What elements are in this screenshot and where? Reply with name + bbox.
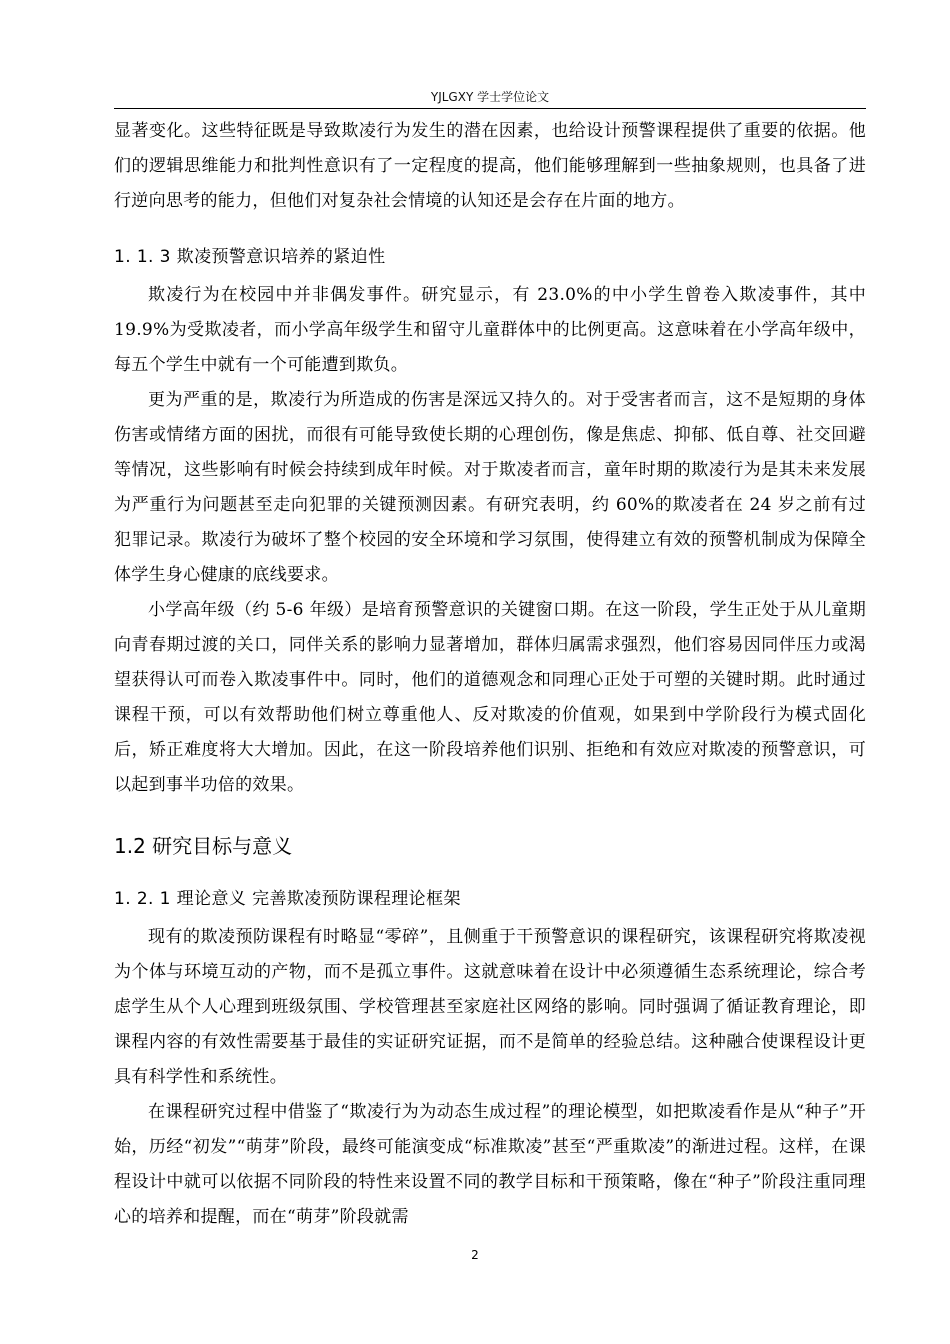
paragraph-bullying-frequency: 欺凌行为在校园中并非偶发事件。研究显示，有 23.0%的中小学生曾卷入欺凌事件，其中 19.9%为受欺凌者，而小学高年级学生和留守儿童群体中的比例更高。这意味着在小学高年级中，每五个学生中就有一个可能遭到欺负。	[114, 285, 866, 375]
paragraph-bullying-harm: 更为严重的是，欺凌行为所造成的伤害是深远又持久的。对于受害者而言，这不是短期的身体伤害或情绪方面的困扰，而很有可能导致使长期的心理创伤，像是焦虑、抑郁、低自尊、社交回避等情况，这些影响有时候会持续到成年时候。对于欺凌者而言，童年时期的欺凌行为是其未来发展为严重行为问题甚至走向犯罪的关键预测因素。有研究表明，约 60%的欺凌者在 24 岁之前有过犯罪记录。欺凌行为破坏了整个校园的安全环境和学习氛围，使得建立有效的预警机制成为保障全体学生身心健康的底线要求。	[114, 390, 866, 585]
running-header: YJLGXY 学士学位论文	[430, 90, 550, 104]
page-number: 2	[471, 1248, 479, 1262]
section-heading-1-1-3: 1. 1. 3 欺凌预警意识培养的紧迫性	[114, 247, 386, 267]
section-heading-1-2-1: 1. 2. 1 理论意义 完善欺凌预防课程理论框架	[114, 889, 461, 909]
section-heading-1-2: 1.2 研究目标与意义	[114, 834, 293, 858]
paragraph-continued: 显著变化。这些特征既是导致欺凌行为发生的潜在因素，也给设计预警课程提供了重要的依据。他们的逻辑思维能力和批判性意识有了一定程度的提高，他们能够理解到一些抽象规则，也具备了进行逆向思考的能力，但他们对复杂社会情境的认知还是会存在片面的地方。	[114, 121, 866, 211]
header-divider	[114, 108, 866, 109]
paragraph-theory-framework: 现有的欺凌预防课程有时略显“零碎”，且侧重于干预警意识的课程研究，该课程研究将欺凌视为个体与环境互动的产物，而不是孤立事件。这就意味着在设计中必须遵循生态系统理论，综合考虑学生从个人心理到班级氛围、学校管理甚至家庭社区网络的影响。同时强调了循证教育理论，即课程内容的有效性需要基于最佳的实证研究证据，而不是简单的经验总结。这种融合使课程设计更具有科学性和系统性。	[114, 927, 866, 1087]
paragraph-dynamic-model: 在课程研究过程中借鉴了“欺凌行为为动态生成过程”的理论模型，如把欺凌看作是从“种子”开始，历经“初发”“萌芽”阶段，最终可能演变成“标准欺凌”甚至“严重欺凌”的渐进过程。这样，在课程设计中就可以依据不同阶段的特性来设置不同的教学目标和干预策略，像在“种子”阶段注重同理心的培养和提醒，而在“萌芽”阶段就需	[114, 1102, 866, 1227]
page-body	[114, 114, 866, 1235]
paragraph-critical-window: 小学高年级（约 5-6 年级）是培育预警意识的关键窗口期。在这一阶段，学生正处于从儿童期向青春期过渡的关口，同伴关系的影响力显著增加，群体归属需求强烈，他们容易因同伴压力或渴望获得认可而卷入欺凌事件中。同时，他们的道德观念和同理心正处于可塑的关键时期。此时通过课程干预，可以有效帮助他们树立尊重他人、反对欺凌的价值观，如果到中学阶段行为模式固化后，矫正难度将大大增加。因此，在这一阶段培养他们识别、拒绝和有效应对欺凌的预警意识，可以起到事半功倍的效果。	[114, 600, 866, 795]
